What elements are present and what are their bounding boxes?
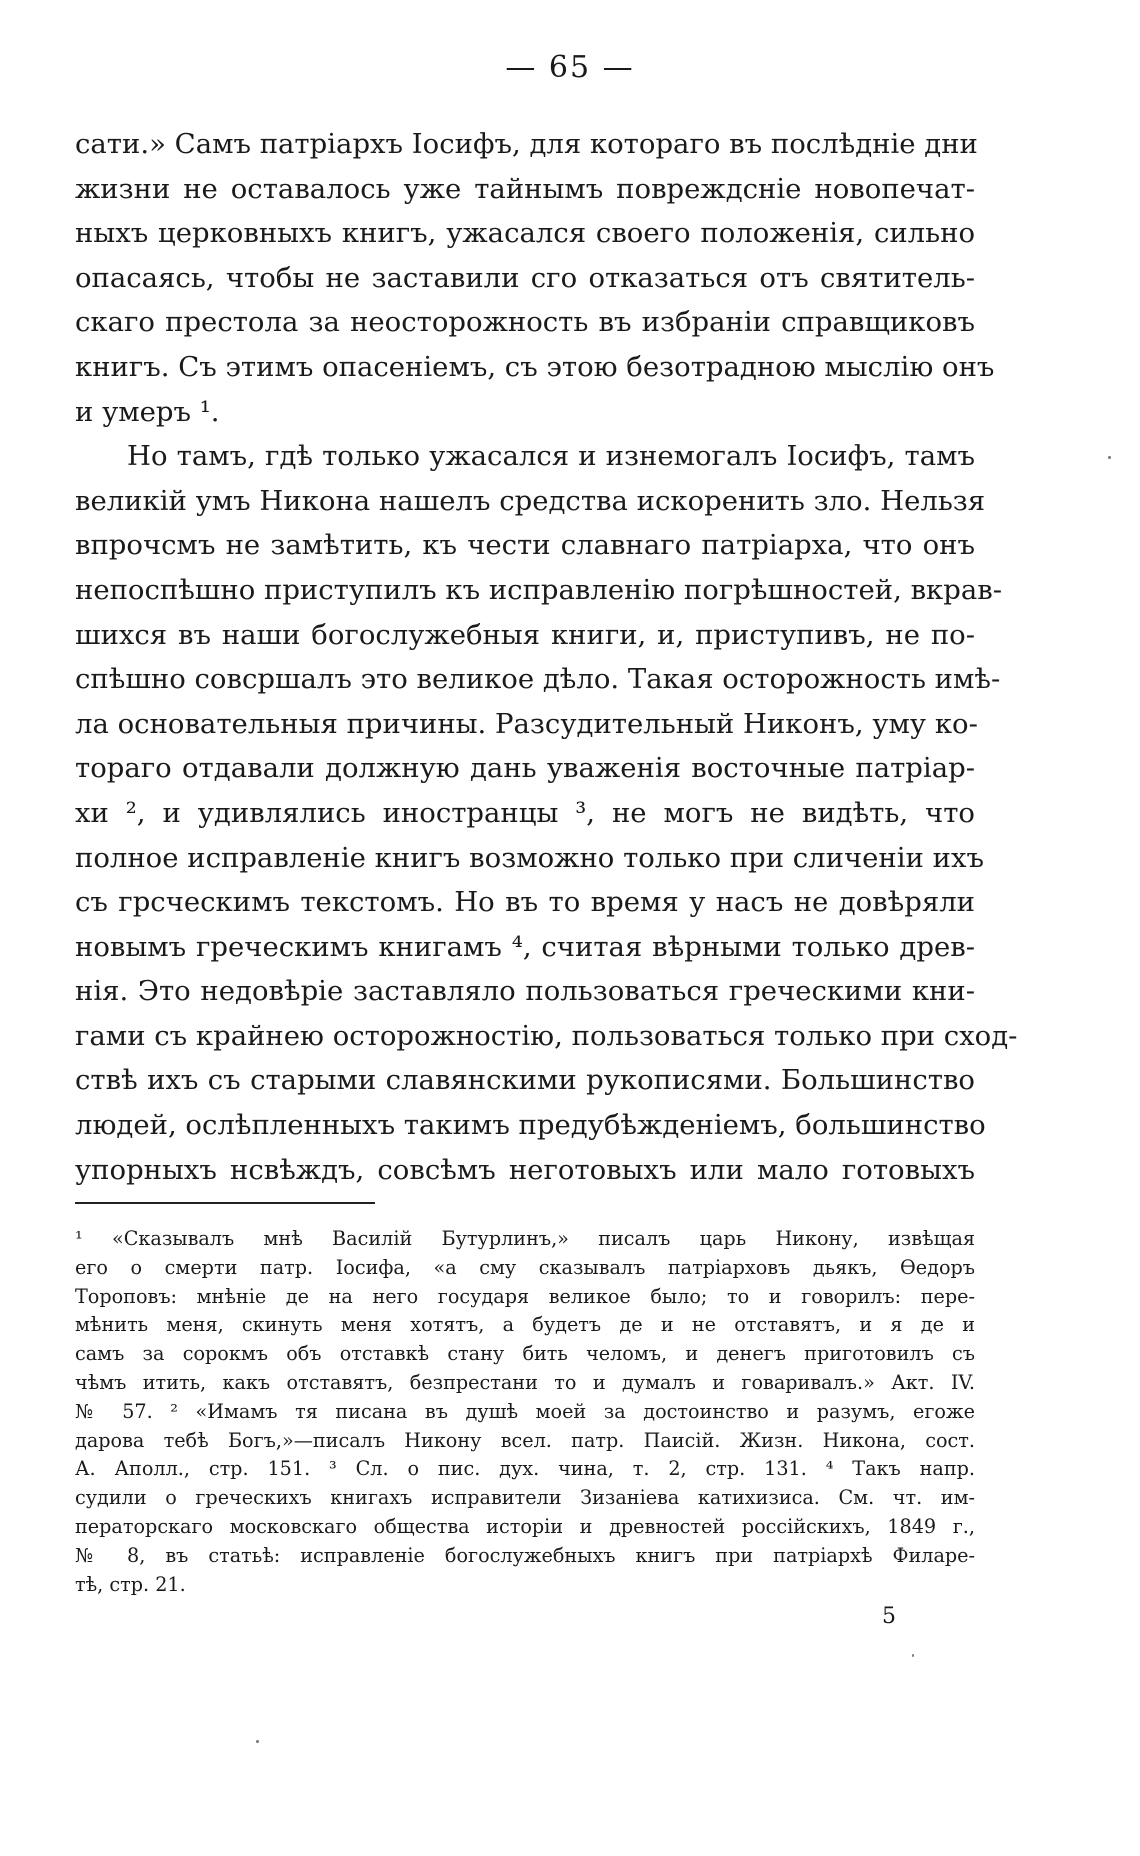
text-line: опасаясь, чтобы не заставили сго отказаться отъ святитель- <box>75 261 975 294</box>
text-line: тораго отдавали должную дань уваженія восточные патріар- <box>75 752 975 785</box>
footnote-line: ператорскаго московскаго общества исторіи и древностей россійскихъ, 1849 г., <box>75 1514 975 1538</box>
text-line: жизни не оставалось уже тайнымъ повреждсніе новопечат- <box>75 172 975 205</box>
ink-speck <box>912 1654 914 1657</box>
text-line: нія. Это недовѣріе заставляло пользоваться греческими кни- <box>75 975 975 1008</box>
text-line: сати.» Самъ патріархъ Іосифъ, для котораго въ послѣдніе дни <box>75 128 978 160</box>
footnote-line: самъ за сорокмъ объ отставкѣ стану бить челомъ, и денегъ приготовилъ съ <box>75 1342 975 1366</box>
text-line: ствѣ ихъ съ старыми славянскими рукописями. Большинство <box>75 1064 975 1097</box>
footnote-line: № 57. ² «Имамъ тя писана въ душѣ моей за достоинство и разумъ, егоже <box>75 1399 975 1423</box>
main-text <box>75 122 1018 1192</box>
text-line: непоспѣшно приступилъ къ исправленію погрѣшностей, вкрав- <box>75 573 1003 606</box>
footnote-line: чѣмъ итить, какъ отставятъ, безпрестани то и думалъ и говаривалъ.» Акт. IV. <box>75 1370 975 1394</box>
text-line: новымъ греческимъ книгамъ ⁴, считая вѣрными только древ- <box>75 930 975 963</box>
text-line: упорныхъ нсвѣждъ, совсѣмъ неготовыхъ или мало готовыхъ <box>75 1153 975 1186</box>
page-number: — 65 — <box>505 50 635 85</box>
text-line: великій умъ Никона нашелъ средства искоренить зло. Нельзя <box>75 484 986 517</box>
footnote-line: Тороповъ: мнѣніе де на него государя великое было; то и говорилъ: пере- <box>75 1284 975 1308</box>
footnote-line: его о смерти патр. Іосифа, «а сму сказывалъ патріарховъ дьякъ, Ѳедоръ <box>75 1255 975 1279</box>
text-line: ныхъ церковныхъ книгъ, ужасался своего положенія, сильно <box>75 217 975 250</box>
footnote-line: № 8, въ статьѣ: исправленіе богослужебныхъ книгъ при патріархѣ Филаре- <box>75 1543 975 1567</box>
footnote-line: судили о греческихъ книгахъ исправители Зизаніева катихизиса. См. чт. им- <box>75 1486 975 1510</box>
text-line: впрочсмъ не замѣтить, къ чести славнаго патріарха, что онъ <box>75 529 975 562</box>
footnote-line: А. Аполл., стр. 151. ³ Сл. о пис. дух. чина, т. 2, стр. 131. ⁴ Такъ напр. <box>75 1457 975 1481</box>
text-line: съ грсческимъ текстомъ. Но въ то время у насъ не довѣряли <box>75 886 975 919</box>
text-line: полное исправленіе книгъ возможно только при сличеніи ихъ <box>75 841 984 874</box>
text-line: шихся въ наши богослужебныя книги, и, приступивъ, не по- <box>75 618 975 651</box>
text-line: спѣшно совсршалъ это великое дѣло. Такая осторожность имѣ- <box>75 663 1001 696</box>
text-line: гами съ крайнею осторожностію, пользоваться только при сход- <box>75 1019 1018 1052</box>
text-line: хи ², и удивлялись иностранцы ³, не могъ не видѣть, что <box>75 796 975 829</box>
footnote-line: ¹ «Сказывалъ мнѣ Василій Бутурлинъ,» писалъ царь Никону, извѣщая <box>75 1227 975 1250</box>
paragraph-1 <box>75 122 995 434</box>
signature-mark: 5 <box>882 1604 896 1629</box>
footnote-line: дарова тебѣ Богъ,»—писалъ Никону всел. патр. Паисій. Жизн. Никона, сост. <box>75 1428 975 1452</box>
ink-speck <box>1108 456 1111 459</box>
paragraph-2 <box>75 434 1018 1192</box>
text-line: книгъ. Съ этимъ опасеніемъ, съ этою безотрадною мыслію онъ <box>75 350 995 383</box>
text-line: людей, ослѣпленныхъ такимъ предубѣжденіемъ, большинство <box>75 1109 986 1142</box>
footnote-line: тѣ, стр. 21. <box>75 1572 186 1596</box>
text-line: скаго престола за неосторожность въ избраніи справщиковъ <box>75 306 975 339</box>
footnote-separator <box>75 1202 375 1204</box>
footnotes <box>75 1225 975 1599</box>
ink-speck <box>256 1740 259 1743</box>
text-line: и умеръ ¹. <box>75 395 220 428</box>
footnote-line: мѣнить меня, скинуть меня хотятъ, а будетъ де и не отставятъ, и я де и <box>75 1313 975 1337</box>
text-line: ла основательныя причины. Разсудительный Никонъ, уму ко- <box>75 707 978 740</box>
text-line: Но тамъ, гдѣ только ужасался и изнемогалъ Іосифъ, тамъ <box>127 440 975 473</box>
